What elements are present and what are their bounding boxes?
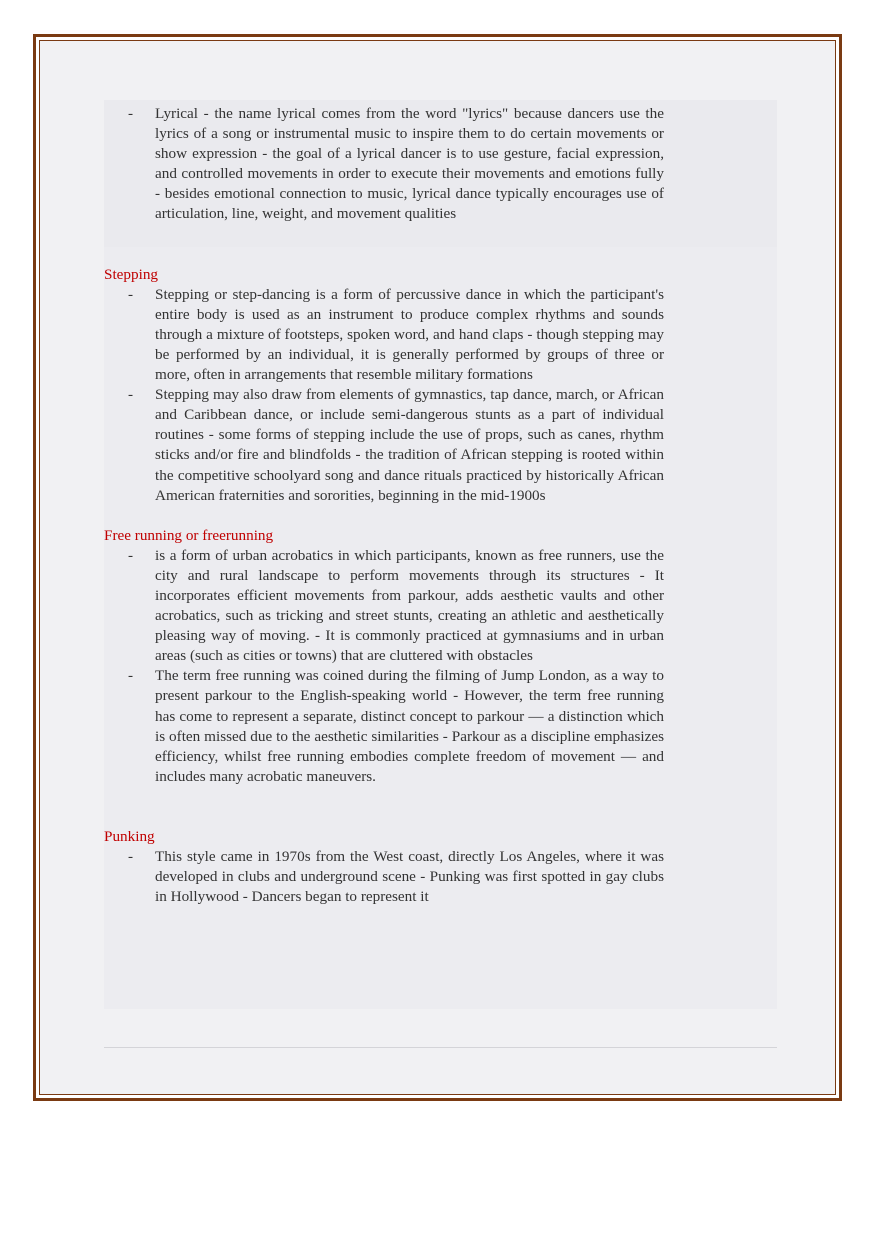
lyrical-section bbox=[104, 104, 664, 225]
bullet-dash: - bbox=[128, 546, 134, 564]
list-item bbox=[104, 385, 664, 506]
free-running-section bbox=[104, 526, 664, 787]
bullet-dash: - bbox=[128, 285, 134, 303]
item-text: Stepping or step-dancing is a form of percussive dance in which the participant's entire body is used as an instrument to produce complex rhythms and sounds through a mixture of footsteps, spoken word, and hand claps - though stepping may be performed by an individual, it is generally performed by groups of three or more, often in arrangements that resemble military formations bbox=[155, 285, 664, 384]
item-text: is a form of urban acrobatics in which participants, known as free runners, use the city and rural landscape to perform movements through its structures - It incorporates efficient movements from parkour, adds aesthetic vaults and other acrobatics, such as tricking and street stunts, creating an athletic and aesthetically pleasing way of moving. - It is commonly practiced at gymnasiums and in urban areas (such as cities or towns) that are cluttered with obstacles bbox=[155, 546, 664, 665]
section-heading: Free running or freerunning bbox=[104, 526, 274, 544]
section-heading: Punking bbox=[104, 827, 155, 845]
punking-section bbox=[104, 827, 664, 907]
item-text: The term free running was coined during the filming of Jump London, as a way to present parkour to the English-speaking world - However, the term free running has come to represent a separate, distinct concept to parkour — a distinction which is often missed due to the aesthetic similarities - Parkour as a discipline emphasizes efficiency, whilst free running embodies complete freedom of movement — and includes many acrobatic maneuvers. bbox=[155, 667, 664, 785]
bullet-dash: - bbox=[128, 848, 134, 865]
footer-divider bbox=[104, 1047, 777, 1048]
bullet-dash: - bbox=[128, 105, 134, 122]
section-heading: Stepping bbox=[104, 265, 159, 283]
item-text: This style came in 1970s from the West coast, directly Los Angeles, where it was developed in clubs and underground scene - Punking was first spotted in gay clubs in Hollywood - Dancers began to represent it bbox=[155, 848, 664, 906]
list-item bbox=[104, 285, 664, 385]
item-text: Stepping may also draw from elements of gymnastics, tap dance, march, or African and Caribbean dance, or include semi-dangerous stunts as a part of individual routines - some forms of stepping include the use of props, such as canes, rhythm sticks and/or fire and blindfolds - the tradition of African stepping is rooted within the competitive schoolyard song and dance rituals practiced by historically African American fraternities and sororities, beginning in the mid-1900s bbox=[155, 386, 664, 504]
list-item bbox=[104, 104, 664, 225]
list-item bbox=[104, 546, 664, 667]
stepping-section bbox=[104, 265, 664, 506]
document-body bbox=[104, 104, 664, 907]
bullet-dash: - bbox=[128, 667, 134, 685]
bullet-dash: - bbox=[128, 386, 134, 404]
list-item bbox=[104, 666, 664, 787]
item-text: Lyrical - the name lyrical comes from the word "lyrics" because dancers use the lyrics of a song or instrumental music to inspire them to do certain movements or show expression - the goal of a lyrical dancer is to use gesture, facial expression, and controlled movements in order to execute their movements and emotions fully - besides emotional connection to music, lyrical dance typically encourages use of articulation, line, weight, and movement qualities bbox=[155, 105, 664, 223]
list-item bbox=[104, 847, 664, 907]
